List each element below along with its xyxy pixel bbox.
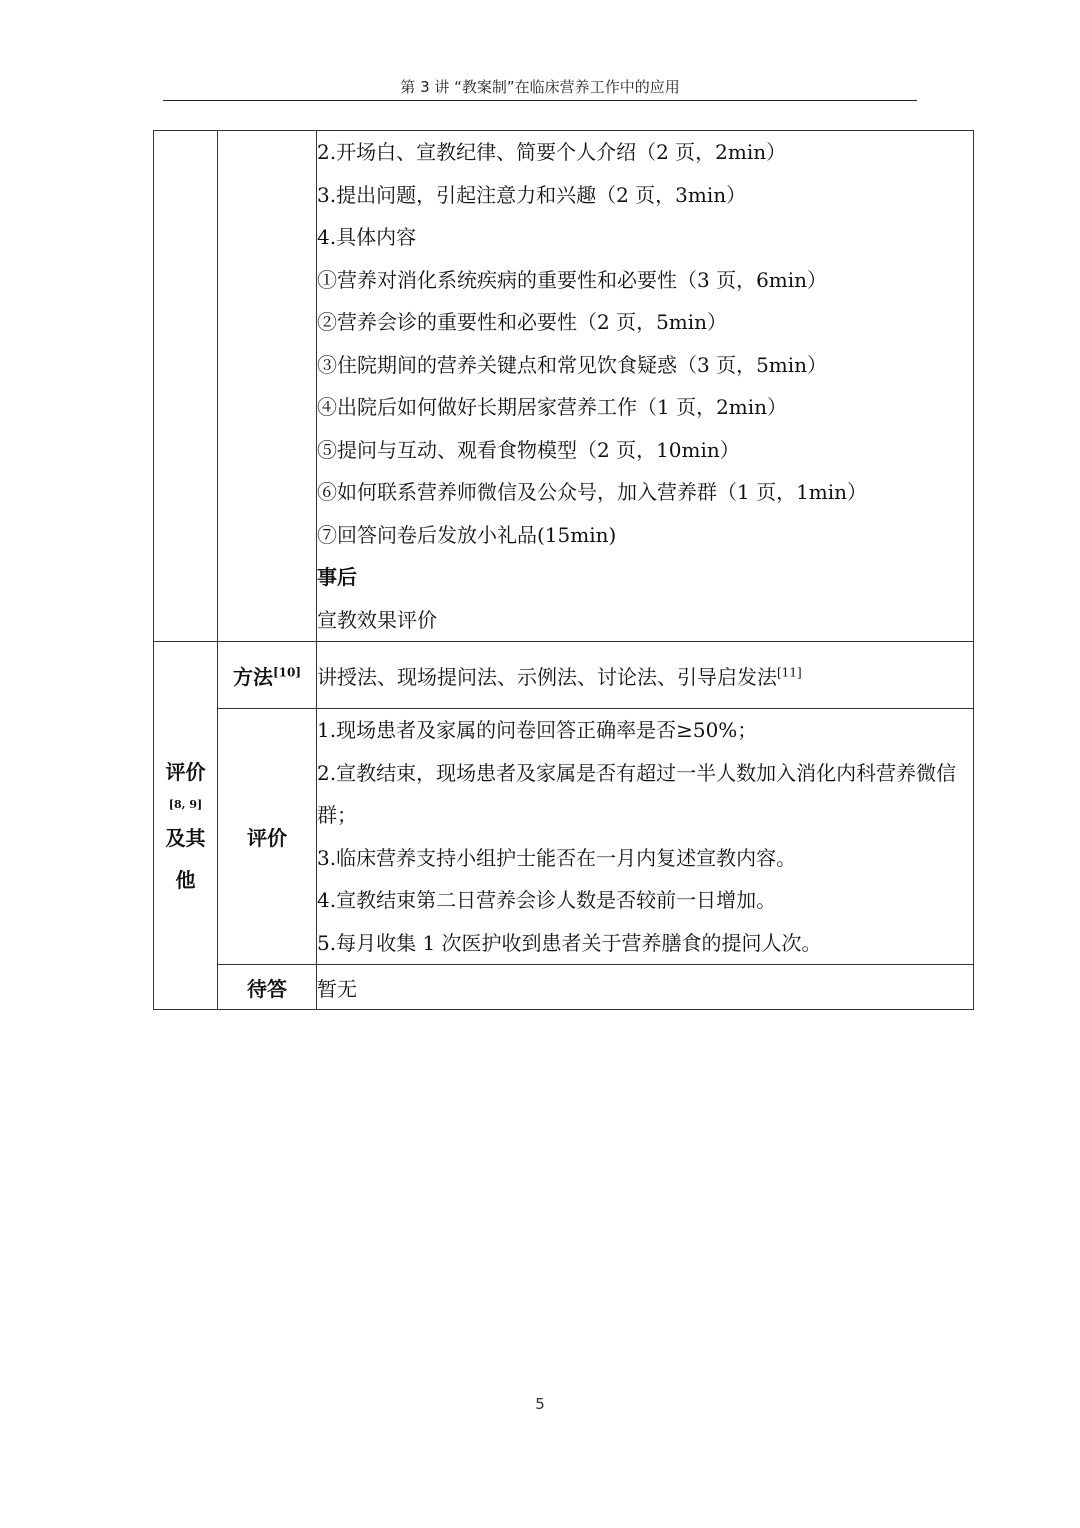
table-row [154,709,974,965]
outer-label-mid: 及其 [165,825,206,850]
list-item: ④出院后如何做好长期居家营养工作（1 页，2min） [317,395,788,419]
list-item: ③住院期间的营养关键点和常见饮食疑惑（3 页，5min） [317,352,828,377]
list-item: 3.提出问题，引起注意力和兴趣（2 页，3min） [317,182,747,207]
method-label [218,642,317,709]
list-item: ①营养对消化系统疾病的重要性和必要性（3 页，6min） [317,267,828,292]
list-item: 5.每月收集 1 次医护收到患者关于营养膳食的提问人次。 [317,930,822,955]
pending-content: 暂无 [317,965,974,1010]
list-item: 2.开场白、宣教纪律、简要个人介绍（2 页，2min） [317,140,787,164]
method-text: 讲授法、现场提问法、示例法、讨论法、引导启发法 [317,664,777,689]
table-row [154,642,974,709]
empty-cell [218,131,317,642]
after-heading: 事后 [317,565,357,589]
empty-cell [154,131,218,642]
eval-label: 评价 [218,709,317,965]
eval-content [317,709,974,965]
method-content [317,642,974,709]
pending-label: 待答 [218,965,317,1010]
page-header [163,76,917,101]
outer-label-top: 评价 [165,759,206,784]
table-row [154,965,974,1010]
list-item: 2.宣教结束，现场患者及家属是否有超过一半人数加入消化内科营养微信群； [317,760,957,827]
method-label-text: 方法 [232,664,273,689]
page-number: 5 [535,1395,545,1413]
list-item: ⑤提问与互动、观看食物模型（2 页，10min） [317,437,740,462]
outer-label-bottom: 他 [175,867,196,892]
header-title: 第 3 讲 “教案制”在临床营养工作中的应用 [400,78,680,96]
list-item: ⑥如何联系营养师微信及公众号，加入营养群（1 页，1min） [317,480,868,504]
method-text-ref: [11] [777,664,802,679]
list-item: 4.宣教结束第二日营养会诊人数是否较前一日增加。 [317,888,777,912]
table-row [154,131,974,642]
list-item: 3.临床营养支持小组护士能否在一月内复述宣教内容。 [317,845,797,870]
list-item: 4.具体内容 [317,225,417,249]
lesson-plan-table [153,130,974,1010]
list-item: 1.现场患者及家属的问卷回答正确率是否≥50%； [317,718,758,742]
procedure-content [317,131,974,642]
outer-label-ref: [8, 9] [168,797,203,811]
after-text: 宣教效果评价 [317,607,437,632]
list-item: ⑦回答问卷后发放小礼品(15min) [317,522,617,547]
evaluation-outer-label [154,642,218,1010]
method-label-ref: [10] [272,664,302,679]
list-item: ②营养会诊的重要性和必要性（2 页，5min） [317,310,728,334]
